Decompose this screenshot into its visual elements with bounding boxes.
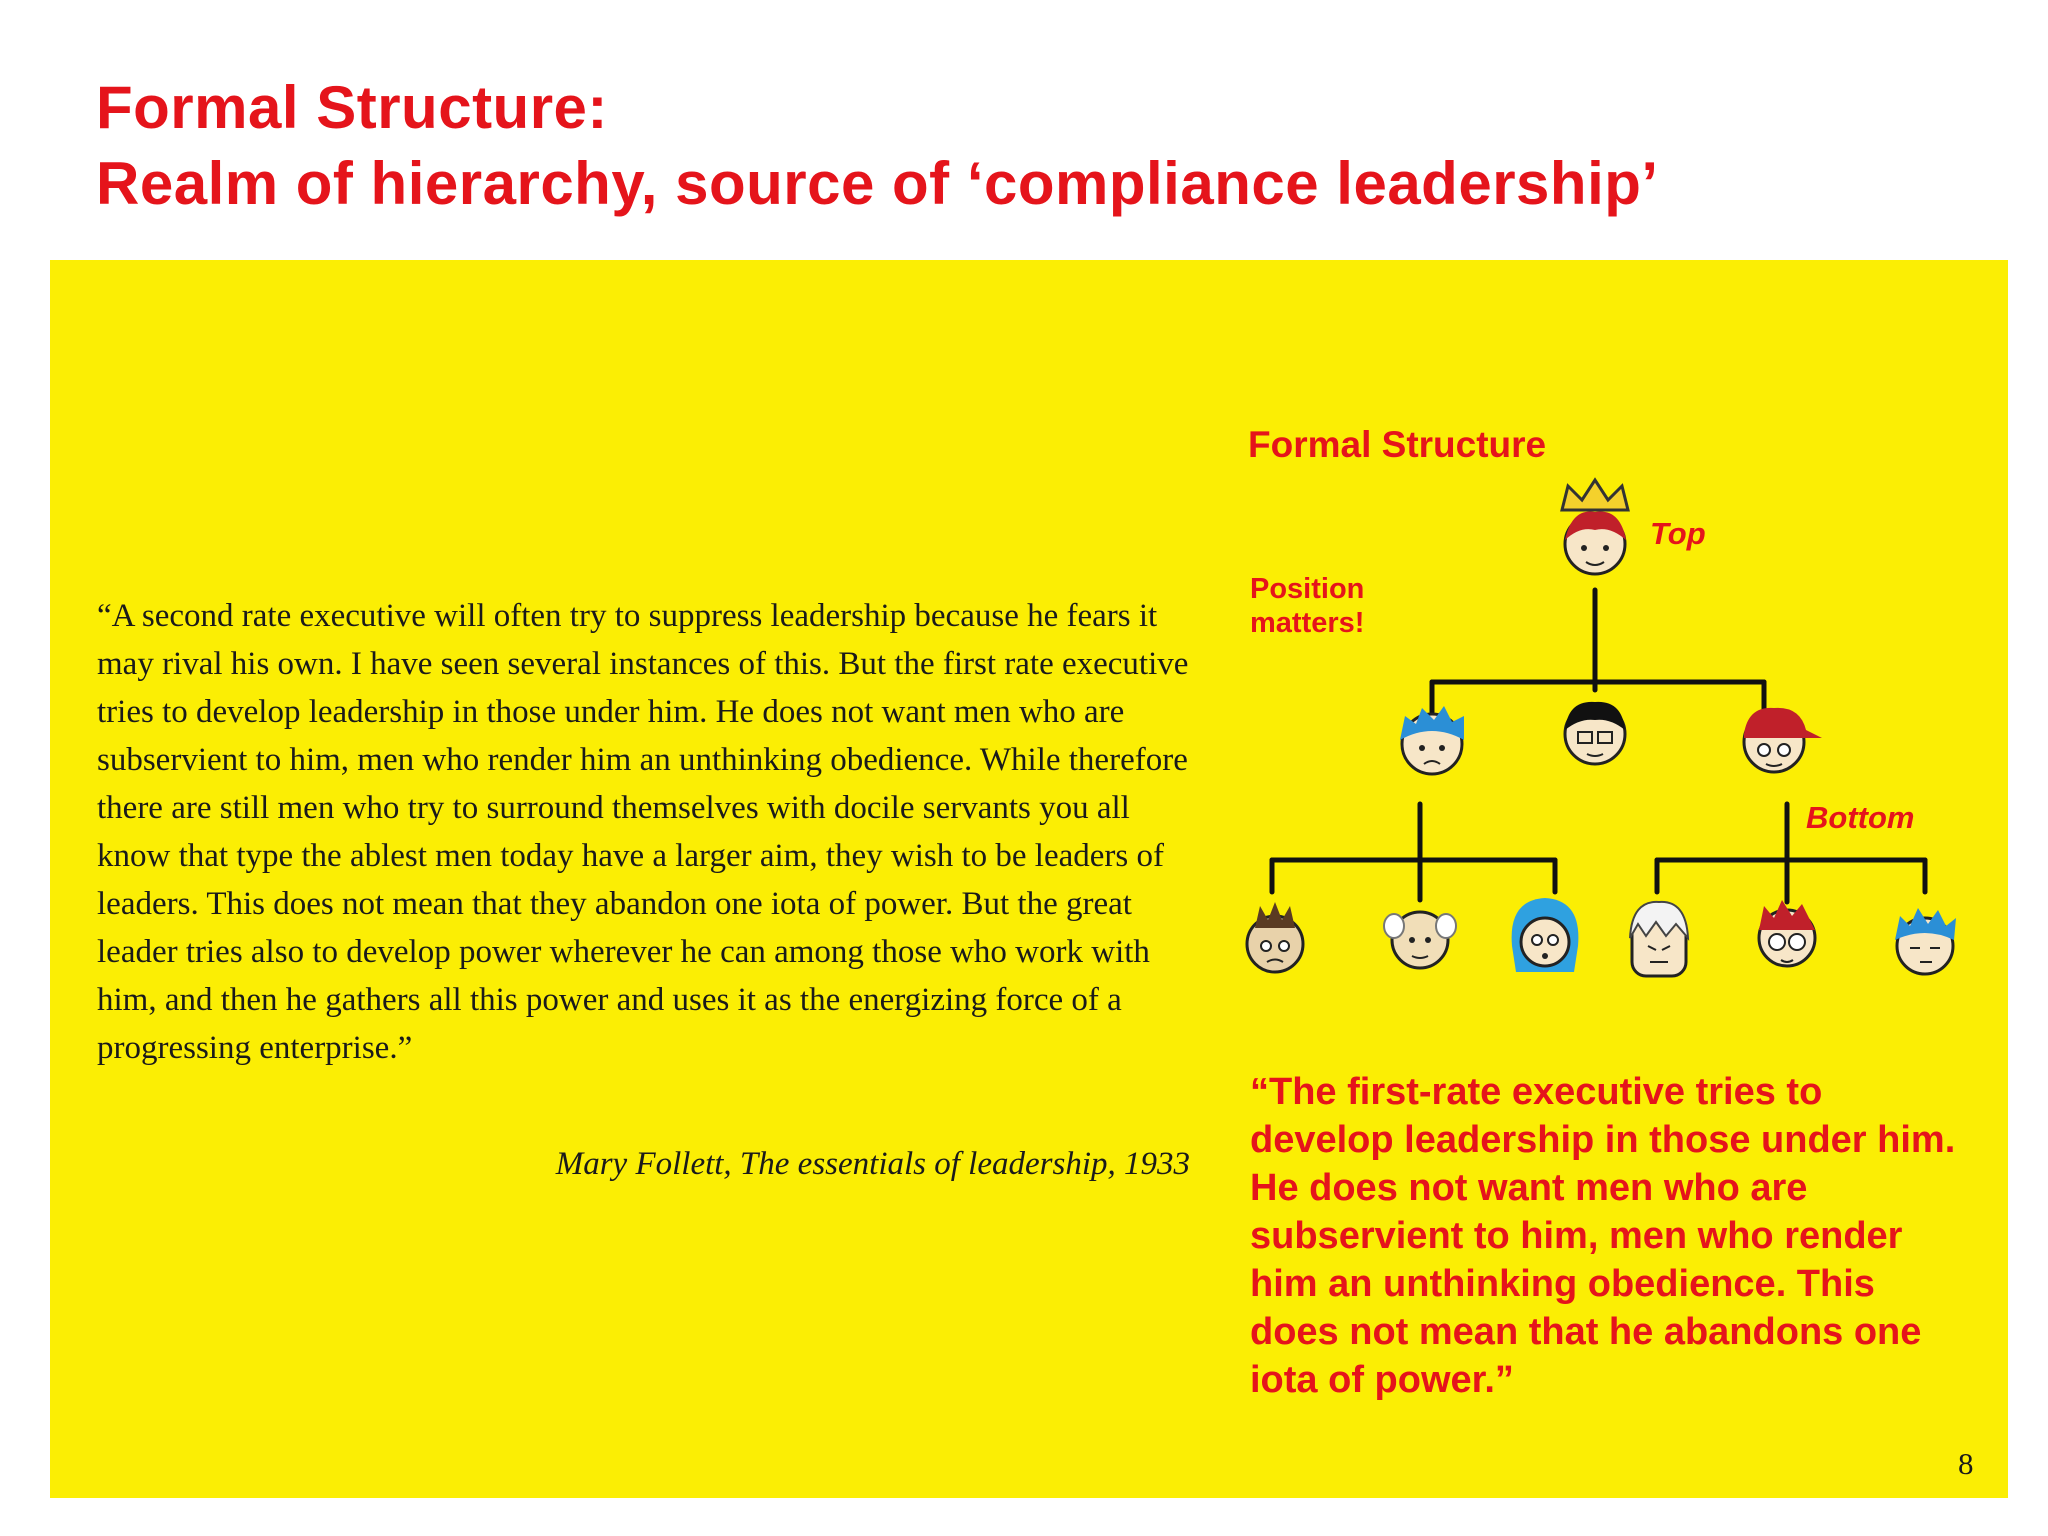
pull-quote: “The first-rate executive tries to develop leadership in those under him. He does not want men who are subservient to him, men who render him an unthinking obedience. This does not mean that he abandons one iota of power.” bbox=[1250, 1071, 1956, 1401]
middle-face-glasses-icon bbox=[1565, 702, 1625, 764]
title-line-2: Realm of hierarchy, source of ‘compliance leadership’ bbox=[96, 150, 1659, 217]
bottom-face-spiky-hair-icon bbox=[1247, 902, 1303, 972]
bottom-face-red-hair-glasses-icon bbox=[1759, 900, 1815, 966]
label-bottom: Bottom bbox=[1806, 800, 1915, 835]
label-top: Top bbox=[1650, 516, 1706, 551]
king-face-icon bbox=[1562, 480, 1628, 574]
page-number: 8 bbox=[1958, 1446, 1974, 1481]
quote-citation: Mary Follett, The essentials of leadership, 1933 bbox=[555, 1146, 1190, 1182]
diagram-title: Formal Structure bbox=[1248, 424, 1547, 465]
middle-face-blue-hair-icon bbox=[1400, 706, 1464, 774]
bottom-face-blue-hair-woman-icon bbox=[1512, 898, 1579, 972]
label-position-matters: Position matters! bbox=[1250, 573, 1365, 639]
follett-quote: “A second rate executive will often try to suppress leadership because he fears it may rival his own. I have seen several instances of this. But the first rate executive tries to develop leadership in those under him. He does not want men who are subservient to him, men who render him an unthinking obedience. While therefore there are still men who try to surround themselves with docile servants you all know that type the ablest men today have a larger aim, they wish to be leaders of leaders. This does not mean that they abandon one iota of power. But the great leader tries also to develop power wherever he can among those who work with him, and then he gathers all this power and uses it as the energizing force of a progressing enterprise.” bbox=[97, 598, 1189, 1066]
bottom-face-old-man-icon bbox=[1384, 912, 1456, 968]
title-line-1: Formal Structure: bbox=[96, 74, 608, 141]
middle-face-cap-icon bbox=[1744, 708, 1822, 772]
bottom-face-white-hair-icon bbox=[1630, 902, 1688, 976]
bottom-face-blue-spiky-sleepy-icon bbox=[1895, 908, 1956, 974]
